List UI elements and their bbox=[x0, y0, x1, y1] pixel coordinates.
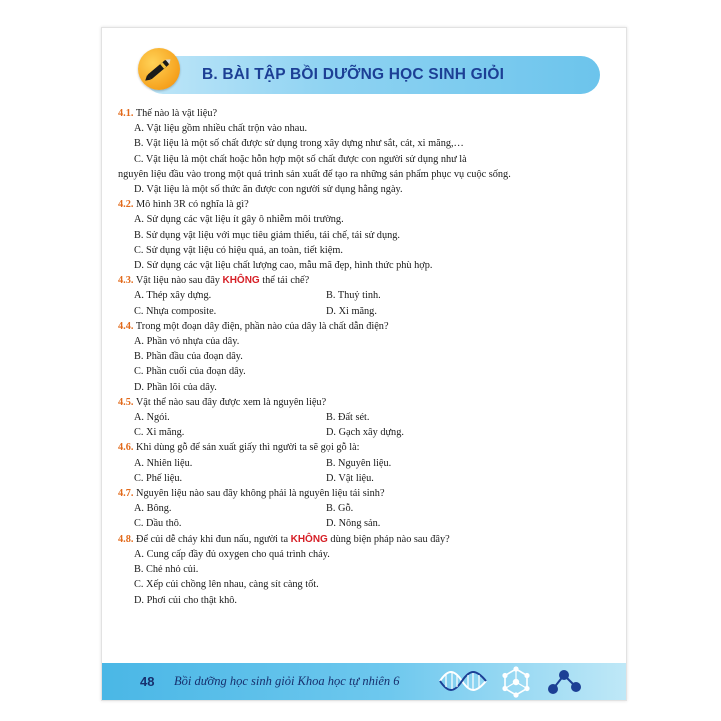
question-text: Nguyên liệu nào sau đây không phải là nguyên liệu tái sinh? bbox=[136, 488, 385, 500]
section-title: B. BÀI TẬP BỒI DƯỠNG HỌC SINH GIỎI bbox=[202, 66, 505, 83]
question-text: Khi dùng gỗ để sản xuất giấy thì người ta sẽ gọi gỗ là: bbox=[136, 442, 360, 454]
option-c: C. Phần cuối của đoạn dây. bbox=[134, 366, 246, 378]
option-b: B. Thuỷ tinh. bbox=[326, 290, 381, 302]
book-title: Bồi dưỡng học sinh giỏi Khoa học tự nhiên 6 bbox=[174, 674, 400, 688]
question-4-3 bbox=[118, 273, 618, 319]
question-text: Vật thể nào sau đây được xem là nguyên liệu? bbox=[135, 396, 327, 408]
option-d: D. Nông sản. bbox=[326, 518, 381, 530]
option-d: D. Phần lõi của dây. bbox=[134, 381, 217, 393]
question-number: 4.6. bbox=[118, 442, 134, 454]
question-4-1 bbox=[118, 106, 618, 197]
question-text-before: Vật liệu nào sau đây bbox=[135, 275, 223, 287]
option-a: A. Sử dụng các vật liệu ít gây ô nhiễm môi trường. bbox=[134, 214, 344, 226]
option-a: A. Ngói. bbox=[134, 412, 170, 424]
question-text: Thế nào là vật liệu? bbox=[135, 108, 218, 119]
section-banner bbox=[144, 56, 600, 94]
question-text: Mô hình 3R có nghĩa là gì? bbox=[136, 199, 249, 211]
question-number: 4.5. bbox=[118, 396, 134, 408]
option-c: C. Xi măng. bbox=[134, 427, 185, 439]
option-b: B. Gỗ. bbox=[326, 503, 354, 515]
page-footer bbox=[102, 663, 626, 700]
option-c: C. Phế liệu. bbox=[134, 472, 183, 484]
question-number: 4.4. bbox=[118, 320, 134, 332]
page-number: 48 bbox=[140, 674, 155, 689]
option-d: D. Phơi củi cho thật khô. bbox=[134, 594, 237, 606]
option-a: A. Thép xây dựng. bbox=[134, 290, 212, 302]
question-text: Trong một đoạn dây điện, phần nào của dây là chất dẫn điện? bbox=[135, 320, 389, 332]
option-b: B. Chẻ nhỏ củi. bbox=[134, 564, 199, 576]
option-d: D. Xi măng. bbox=[326, 305, 377, 317]
question-4-5 bbox=[118, 395, 618, 441]
question-4-8 bbox=[118, 532, 618, 608]
option-b: B. Đất sét. bbox=[326, 412, 370, 424]
question-4-7 bbox=[118, 486, 618, 532]
option-c: C. Dầu thô. bbox=[134, 518, 182, 530]
question-4-2 bbox=[118, 197, 618, 273]
question-number: 4.2. bbox=[118, 199, 134, 211]
option-c: C. Sử dụng vật liệu có hiệu quả, an toàn, tiết kiệm. bbox=[134, 244, 343, 256]
option-a: A. Cung cấp đầy đủ oxygen cho quá trình cháy. bbox=[134, 548, 330, 560]
option-a: A. Nhiên liệu. bbox=[134, 457, 193, 469]
option-d: D. Vật liệu. bbox=[326, 472, 374, 484]
option-c-continued: nguyên liệu đầu vào trong một quá trình sản xuất để tạo ra những sản phẩm phục vụ cuộc sống. bbox=[118, 168, 511, 180]
question-4-6 bbox=[118, 440, 618, 486]
atom-chain-icon bbox=[546, 667, 582, 696]
option-c: C. Xếp củi chồng lên nhau, càng sít càng tốt. bbox=[134, 579, 319, 591]
option-b: B. Nguyên liệu. bbox=[326, 457, 392, 469]
keyword-not: KHÔNG bbox=[290, 533, 328, 545]
pen-icon bbox=[138, 48, 180, 90]
question-text-after: thể tái chế? bbox=[259, 275, 310, 287]
question-number: 4.8. bbox=[118, 533, 134, 545]
dna-icon bbox=[438, 667, 488, 696]
option-d: D. Sử dụng các vật liệu chất lượng cao, mẫu mã đẹp, hình thức phù hợp. bbox=[134, 260, 433, 272]
option-b: B. Vật liệu là một số chất được sử dụng trong xây dựng như sắt, cát, xi măng,… bbox=[134, 138, 464, 150]
question-number: 4.7. bbox=[118, 488, 134, 500]
keyword-not: KHÔNG bbox=[222, 275, 260, 287]
option-c: C. Vật liệu là một chất hoặc hỗn hợp một số chất được con người sử dụng như là bbox=[134, 153, 467, 165]
question-number: 4.3. bbox=[118, 275, 134, 287]
question-text-after: dùng biện pháp nào sau đây? bbox=[327, 533, 450, 545]
option-b: B. Phần đầu của đoạn dây. bbox=[134, 351, 243, 363]
question-4-4 bbox=[118, 319, 618, 395]
question-text-before: Để củi dễ cháy khi đun nấu, người ta bbox=[136, 533, 291, 545]
option-c: C. Nhựa composite. bbox=[134, 305, 217, 317]
option-a: A. Bông. bbox=[134, 503, 172, 515]
molecule-icon bbox=[500, 666, 532, 698]
option-b: B. Sử dụng vật liệu với mục tiêu giảm thiểu, tái chế, tái sử dụng. bbox=[134, 229, 400, 241]
option-a: A. Phần vỏ nhựa của dây. bbox=[134, 336, 240, 348]
textbook-page bbox=[101, 27, 627, 701]
option-d: D. Vật liệu là một số thức ăn được con người sử dụng hằng ngày. bbox=[134, 184, 403, 196]
question-list bbox=[118, 106, 618, 608]
option-a: A. Vật liệu gồm nhiều chất trộn vào nhau. bbox=[134, 123, 308, 135]
option-d: D. Gạch xây dựng. bbox=[326, 427, 404, 439]
question-number: 4.1. bbox=[118, 108, 134, 119]
